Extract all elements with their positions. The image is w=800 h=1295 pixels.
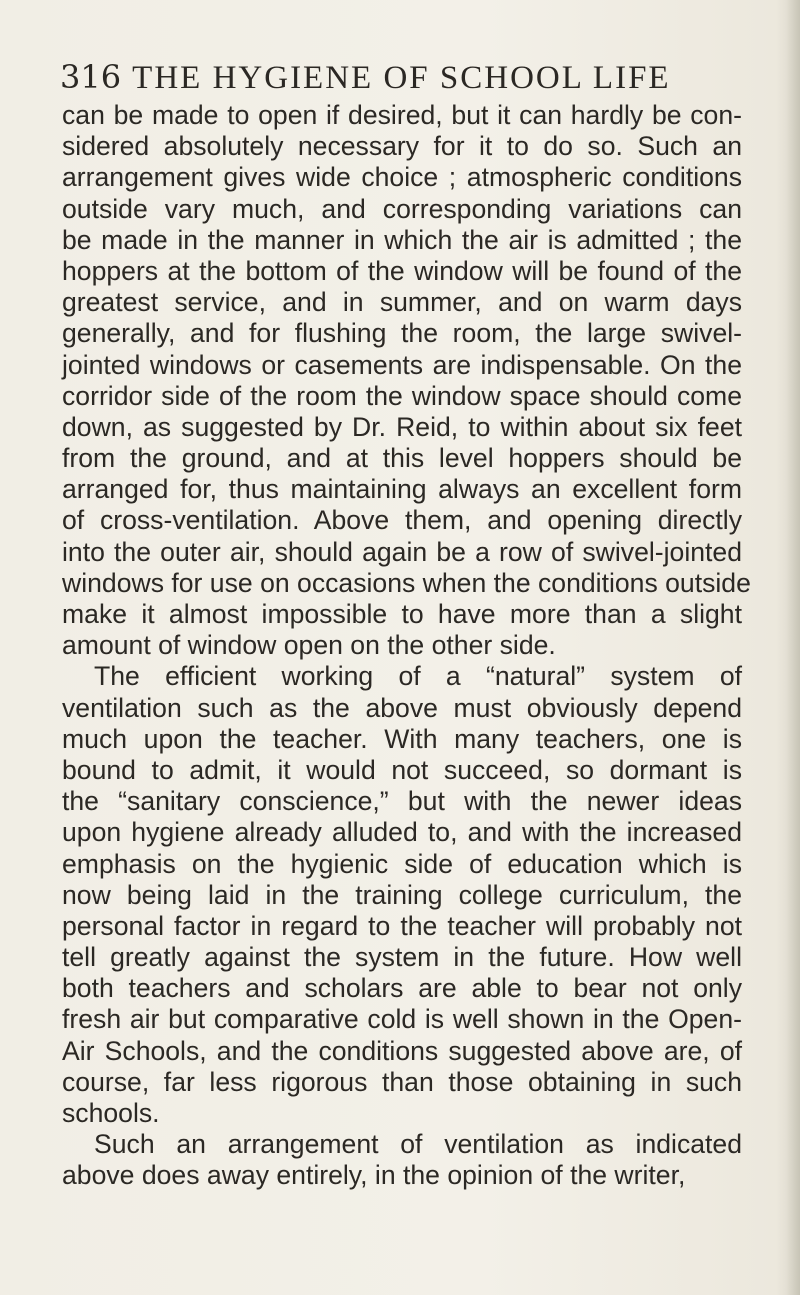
text-line: emphasis on the hygienic side of education which is — [62, 848, 742, 879]
text-line: Air Schools, and the conditions suggested above are, of — [62, 1035, 742, 1066]
paragraph-end-line: schools. — [62, 1098, 160, 1128]
text-line: course, far less rigorous than those obtaining in such — [62, 1066, 742, 1097]
paragraph-start-line: Such an arrangement of ventilation as indicated — [94, 1129, 742, 1160]
text-line: arrangement gives wide choice ; atmospheric conditions — [62, 162, 742, 193]
text-line: greatest service, and in summer, and on warm days — [62, 287, 742, 318]
text-line: both teachers and scholars are able to bear not only — [62, 973, 742, 1004]
paragraph-end-line: amount of window open on the other side. — [62, 630, 556, 661]
text-line: into the outer air, should again be a row of swivel-jointed — [62, 536, 742, 567]
text-line: hoppers at the bottom of the window will be found of the — [62, 255, 742, 286]
text-line: jointed windows or casements are indispensable. On the — [62, 349, 742, 380]
paragraph-start-line: The efficient working of a “natural” system of — [94, 661, 742, 692]
text-line: ventilation such as the above must obviously depend — [62, 692, 742, 723]
text-line: windows for use on occasions when the conditions outside — [62, 567, 751, 598]
running-title: THE HYGIENE OF SCHOOL LIFE — [132, 60, 671, 96]
text-line: from the ground, and at this level hoppers should be — [62, 443, 742, 474]
text-line: of cross-ventilation. Above them, and opening directly — [62, 505, 742, 536]
text-line: generally, and for flushing the room, the large swivel- — [62, 318, 742, 349]
text-line: fresh air but comparative cold is well shown in the Open- — [62, 1004, 742, 1035]
text-line: bound to admit, it would not succeed, so dormant is — [62, 754, 742, 785]
text-line: sidered absolutely necessary for it to do so. Such an — [62, 131, 742, 162]
text-line: down, as suggested by Dr. Reid, to within about six feet — [62, 411, 742, 442]
body-text — [62, 100, 751, 1192]
text-line: can be made to open if desired, but it can hardly be con- — [62, 100, 742, 130]
text-line: be made in the manner in which the air is admitted ; the — [62, 224, 742, 255]
text-line: now being laid in the training college curriculum, the — [62, 879, 742, 910]
text-line: make it almost impossible to have more than a slight — [62, 599, 742, 629]
text-line: above does away entirely, in the opinion of the writer, — [62, 1160, 686, 1191]
text-line: the “sanitary conscience,” but with the newer ideas — [62, 786, 742, 817]
text-line: corridor side of the room the window space should come — [62, 380, 742, 411]
text-line: personal factor in regard to the teacher will probably not — [62, 910, 742, 941]
text-line: outside vary much, and corresponding variations can — [62, 193, 742, 224]
text-line: much upon the teacher. With many teachers, one is — [62, 723, 742, 754]
page-edge-shadow — [786, 0, 800, 1295]
running-header — [60, 58, 671, 97]
text-line: tell greatly against the system in the future. How well — [62, 942, 742, 973]
page-number: 316 — [60, 58, 122, 96]
text-line: arranged for, thus maintaining always an excellent form — [62, 474, 742, 505]
text-line: upon hygiene already alluded to, and with the increased — [62, 817, 742, 848]
